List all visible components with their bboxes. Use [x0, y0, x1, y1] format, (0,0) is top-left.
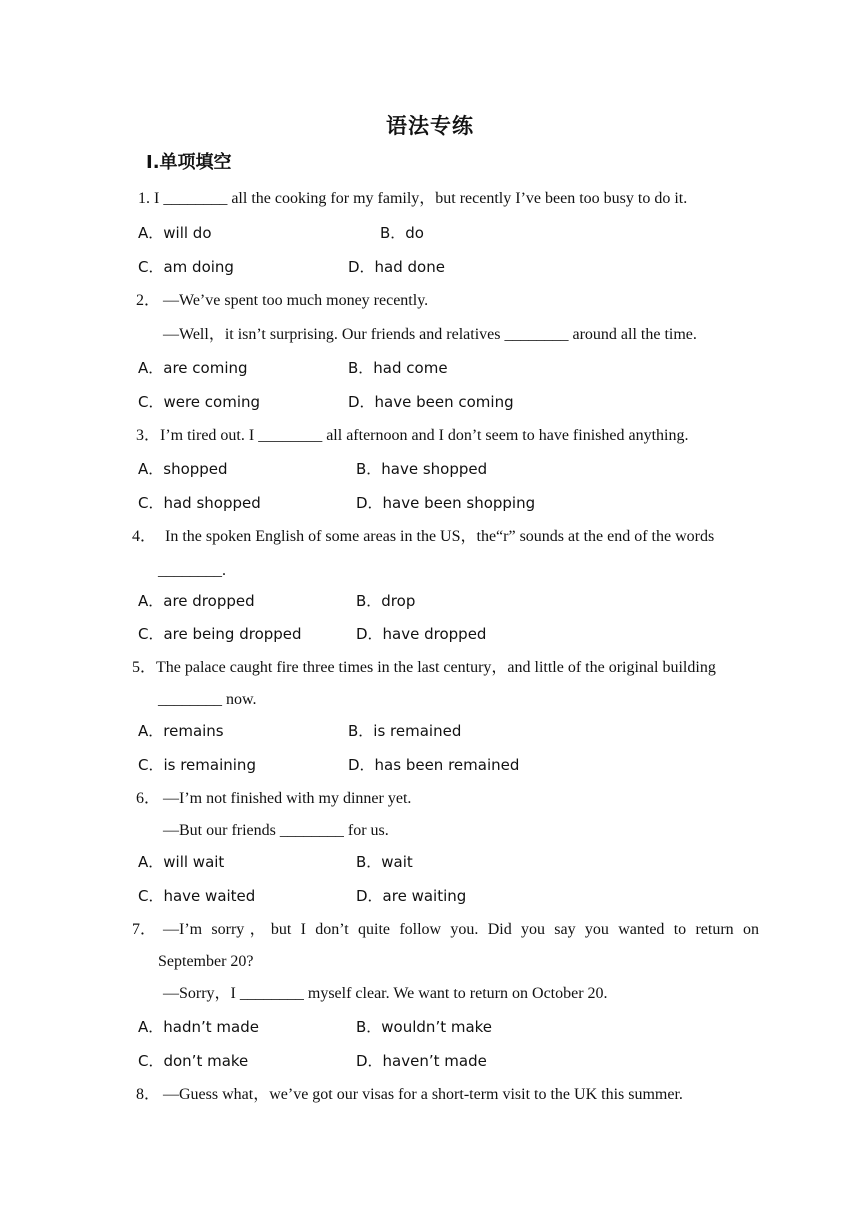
question-7-option-d: D．haven’t made — [356, 1052, 487, 1070]
question-1-option-d: D．had done — [348, 258, 445, 276]
question-4-line-1: In the spoken English of some areas in the US，the“r” sounds at the end of the words — [165, 528, 715, 545]
question-4-option-c: C．are being dropped — [138, 625, 302, 643]
question-8-line-1: —Guess what，we’ve got our visas for a short-term visit to the UK this summer. — [163, 1086, 683, 1103]
question-6-option-c: C．have waited — [138, 887, 256, 905]
question-3-option-b: B．have shopped — [356, 460, 488, 478]
question-2-option-b: B．had come — [348, 359, 448, 377]
question-4-option-b: B．drop — [356, 592, 416, 610]
question-6-option-d: D．are waiting — [356, 887, 467, 905]
question-5-option-d: D．has been remained — [348, 756, 520, 774]
question-3-stem: 3．I’m tired out. I ________ all afternoon and I don’t seem to have finished anything. — [136, 427, 689, 444]
question-7-line-2: September 20? — [158, 953, 254, 970]
question-2-option-d: D．have been coming — [348, 393, 514, 411]
question-4-number: 4． — [132, 528, 157, 545]
question-6-line-1: —I’m not finished with my dinner yet. — [163, 790, 412, 807]
question-7-option-c: C．don’t make — [138, 1052, 249, 1070]
question-5-option-b: B．is remained — [348, 722, 462, 740]
question-3-option-c: C．had shopped — [138, 494, 261, 512]
question-1-option-b: B．do — [380, 224, 424, 242]
question-7-option-a: A．hadn’t made — [138, 1018, 259, 1036]
question-5-option-c: C．is remaining — [138, 756, 256, 774]
question-5-option-a: A．remains — [138, 722, 224, 740]
question-5-line-2: ________ now. — [158, 691, 257, 708]
question-2-option-c: C．were coming — [138, 393, 261, 411]
section-heading: Ⅰ.单项填空 — [146, 152, 232, 173]
question-2-option-a: A．are coming — [138, 359, 248, 377]
question-6-option-a: A．will wait — [138, 853, 225, 871]
question-6-line-2: —But our friends ________ for us. — [163, 822, 389, 839]
question-6-option-b: B．wait — [356, 853, 413, 871]
question-2-line-1: —We’ve spent too much money recently. — [163, 292, 429, 309]
question-5-line-1: 5．The palace caught fire three times in the last century，and little of the original building — [132, 659, 716, 676]
question-7-line-1: —I’m sorry，but I don’t quite follow you. Did you say you wanted to return on — [163, 921, 759, 938]
question-2-line-2: —Well，it isn’t surprising. Our friends and relatives ________ around all the time. — [163, 326, 697, 343]
question-3-option-a: A．shopped — [138, 460, 228, 478]
question-8-number: 8． — [136, 1086, 161, 1103]
question-3-option-d: D．have been shopping — [356, 494, 536, 512]
question-4-line-2: ________. — [158, 562, 226, 579]
question-7-number: 7． — [132, 921, 157, 938]
question-2-number: 2． — [136, 292, 161, 309]
question-1-option-a: A．will do — [138, 224, 212, 242]
question-1-option-c: C．am doing — [138, 258, 234, 276]
question-7-option-b: B．wouldn’t make — [356, 1018, 493, 1036]
question-4-option-d: D．have dropped — [356, 625, 487, 643]
question-6-number: 6． — [136, 790, 161, 807]
page-title: 语法专练 — [386, 114, 474, 138]
question-4-option-a: A．are dropped — [138, 592, 255, 610]
question-7-line-3: —Sorry，I ________ myself clear. We want to return on October 20. — [163, 985, 608, 1002]
question-1-stem: 1. I ________ all the cooking for my family，but recently I’ve been too busy to do it. — [138, 190, 688, 207]
